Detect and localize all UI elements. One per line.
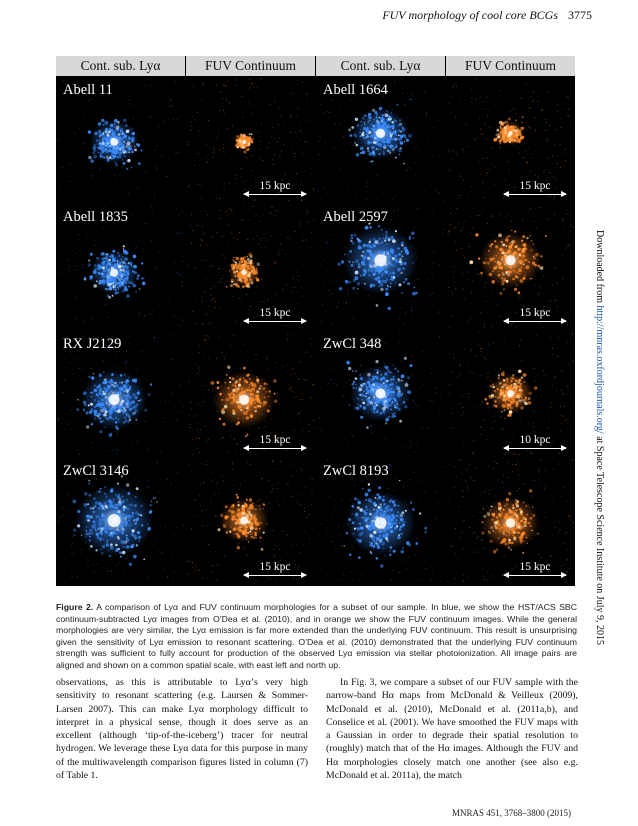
object-label: Abell 1664 <box>323 82 388 98</box>
caption-label: Figure 2. <box>56 602 94 612</box>
scale-bar <box>504 434 566 449</box>
caption-text: A comparison of Lyα and FUV continuum morphologies for a subset of our sample. In blue, we show the HST/ACS SBC continuum-subtracted Lyα images from O’Dea et al. (2010), and in orange we show the FUV continuum images. While the general morphologies are very similar, the Lyα emission is far more extended than the underlying FUV continuum. This result is unsurprising given the sensitivity of Lyα emission to resonant scattering. O’Dea et al. (2010) demonstrated that the underlying FUV continuum strength was sufficient to fully account for production of the observed Lyα emission via stellar photoionization. All image pairs are aligned and shown on a common spatial scale, with east left and north up. <box>56 602 577 670</box>
scale-bar-label: 10 kpc <box>519 434 551 446</box>
running-head-title: FUV morphology of cool core BCGs <box>382 8 558 22</box>
lya-image-4 <box>57 332 184 455</box>
body-right-paragraph: In Fig. 3, we compare a subset of our FUV sample with the narrow-band Hα maps from McDonald & Veilleux (2009), McDonald et al. (2010), McDonald et al. (2011a,b), and Conselice et al. (2001). We have smoothed the FUV maps with a Gaussian in order to degrade their spatial resolution to (roughly) match that of the Hα images. Although the FUV and Hα morphologies closely match one another (see also e.g. McDonald et al. 2011a), the match <box>326 677 578 782</box>
fuv-image-6 <box>187 459 314 582</box>
lya-image-2 <box>57 205 184 328</box>
scale-bar <box>244 434 306 449</box>
fuv-image-5 <box>447 332 574 455</box>
lya-image-0 <box>57 78 184 201</box>
object-label: ZwCl 8193 <box>323 463 389 479</box>
running-head <box>382 8 592 23</box>
scale-bar-line <box>244 321 306 322</box>
col-header-fuv-1: FUV Continuum <box>186 56 315 76</box>
object-label: Abell 1835 <box>63 209 128 225</box>
body-column-right <box>326 676 578 782</box>
scale-bar-line <box>244 448 306 449</box>
object-label: Abell 11 <box>63 82 113 98</box>
object-label: Abell 2597 <box>323 209 388 225</box>
download-note <box>591 230 605 645</box>
download-note-suffix: at Space Telescope Science Institute on July 9, 2015 <box>594 433 605 645</box>
scale-bar-line <box>244 194 306 195</box>
scale-bar <box>504 561 566 576</box>
figure-2 <box>56 56 575 586</box>
scale-bar <box>244 180 306 195</box>
scale-bar <box>244 561 306 576</box>
scale-bar <box>504 180 566 195</box>
page-number: 3775 <box>568 8 592 22</box>
figure-caption <box>56 602 577 672</box>
object-label: ZwCl 3146 <box>63 463 129 479</box>
col-header-fuv-2: FUV Continuum <box>446 56 575 76</box>
fuv-image-3 <box>447 205 574 328</box>
body-column-left <box>56 676 308 782</box>
scale-bar-label: 15 kpc <box>519 180 551 192</box>
scale-bar-line <box>504 321 566 322</box>
scale-bar-label: 15 kpc <box>259 307 291 319</box>
download-link[interactable]: http://mnras.oxfordjournals.org/ <box>594 305 605 434</box>
scale-bar <box>244 307 306 322</box>
scale-bar <box>504 307 566 322</box>
scale-bar-label: 15 kpc <box>259 561 291 573</box>
fuv-image-1 <box>447 78 574 201</box>
scale-bar-line <box>504 575 566 576</box>
scale-bar-label: 15 kpc <box>519 307 551 319</box>
journal-footer: MNRAS 451, 3768–3800 (2015) <box>452 808 572 818</box>
scale-bar-line <box>504 448 566 449</box>
scale-bar-label: 15 kpc <box>259 434 291 446</box>
fuv-image-7 <box>447 459 574 582</box>
scale-bar-label: 15 kpc <box>259 180 291 192</box>
object-label: RX J2129 <box>63 336 122 352</box>
lya-image-1 <box>317 78 444 201</box>
fuv-image-2 <box>187 205 314 328</box>
fuv-image-4 <box>187 332 314 455</box>
scale-bar-line <box>504 194 566 195</box>
scale-bar-label: 15 kpc <box>519 561 551 573</box>
lya-image-3 <box>317 205 444 328</box>
lya-image-6 <box>57 459 184 582</box>
fuv-image-0 <box>187 78 314 201</box>
col-header-lya-1: Cont. sub. Lyα <box>56 56 185 76</box>
object-label: ZwCl 348 <box>323 336 382 352</box>
col-header-lya-2: Cont. sub. Lyα <box>316 56 445 76</box>
download-note-prefix: Downloaded from <box>594 230 605 306</box>
scale-bar-line <box>244 575 306 576</box>
lya-image-7 <box>317 459 444 582</box>
lya-image-5 <box>317 332 444 455</box>
body-left-paragraph: observations, as this is attributable to Lyα’s very high sensitivity to resonant scattering (e.g. Laursen & Sommer-Larsen 2007). This can make Lyα morphology difficult to interpret in a physical sense, though it does serve as an excellent (although ‘tip-of-the-iceberg’) tracer for neutral hydrogen. We leverage these Lyα data for this purpose in many of the multiwavelength comparison figures listed in column (7) of Table 1. <box>56 677 308 782</box>
